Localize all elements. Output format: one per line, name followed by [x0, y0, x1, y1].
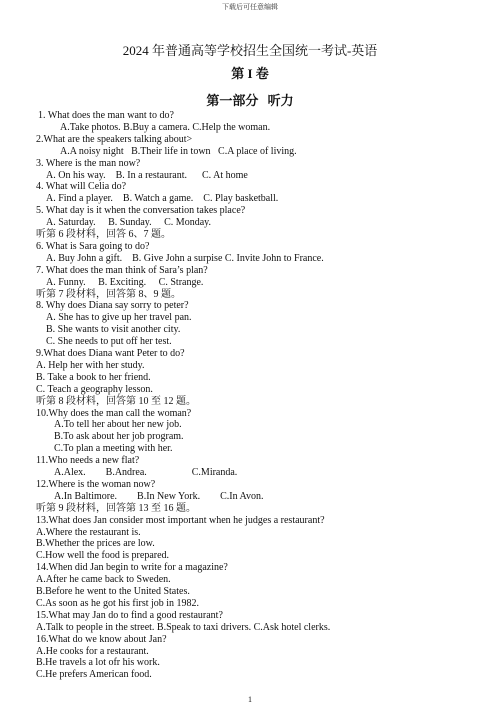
text-line: A.He cooks for a restaurant. — [36, 645, 149, 657]
text-line: C. She needs to put off her test. — [46, 336, 172, 348]
text-line: 12.Where is the woman now? — [36, 478, 156, 490]
text-line: C.How well the food is prepared. — [36, 550, 170, 562]
header-note: 下载后可任意编辑 — [222, 3, 278, 11]
text-line: 14.When did Jan begin to write for a magazine? — [36, 562, 228, 574]
text-line: C.As soon as he got his first job in 1982. — [36, 597, 200, 609]
text-line: 2.What are the speakers talking about> — [36, 133, 193, 145]
text-line: A.After he came back to Sweden. — [36, 574, 171, 586]
text-line: A. On his way. B. In a restaurant. C. At home — [46, 169, 248, 181]
text-line: 15.What may Jan do to find a good restaurant? — [36, 609, 223, 621]
text-line: B.To ask about her job program. — [54, 431, 184, 443]
text-line: A.Where the restaurant is. — [36, 526, 141, 538]
page-number: 1 — [248, 695, 252, 704]
text-line: A. She has to give up her travel pan. — [46, 312, 192, 324]
text-line: A.A noisy night B.Their life in town C.A place of living. — [60, 145, 297, 157]
text-line: 10.Why does the man call the woman? — [36, 407, 192, 419]
text-line: 8. Why does Diana say sorry to peter? — [36, 300, 189, 312]
exam-title: 2024 年普通高等学校招生全国统一考试-英语 — [122, 43, 378, 58]
text-line: A.Take photos. B.Buy a camera. C.Help the woman. — [60, 121, 271, 133]
text-line: 9.What does Diana want Peter to do? — [36, 348, 185, 359]
text-line: B. She wants to visit another city. — [46, 324, 181, 336]
text-line: C.To plan a meeting with her. — [54, 443, 173, 455]
section-heading: 第一部分 听力 — [206, 93, 294, 108]
text-line: A.Talk to people in the street. B.Speak to taxi drivers. C.Ask hotel clerks. — [36, 621, 331, 633]
text-line: 7. What does the man think of Sara’s plan? — [36, 264, 208, 276]
text-line: A. Saturday. B. Sunday. C. Monday. — [46, 217, 211, 229]
text-line: 3. Where is the man now? — [36, 157, 141, 169]
text-line: B.Whether the prices are low. — [36, 538, 155, 550]
text-line: C. Teach a geography lesson. — [36, 383, 153, 395]
text-line: 听第 9 段材料，回答第 13 至 16 题。 — [36, 502, 196, 514]
text-line: A. Buy John a gift. B. Give John a surpise C. Invite John to France. — [46, 252, 324, 264]
text-line: A.Alex. B.Andrea. C.Miranda. — [54, 467, 238, 478]
text-line: 13.What does Jan consider most important when he judges a restaurant? — [36, 514, 325, 526]
text-line: 6. What is Sara going to do? — [36, 240, 150, 252]
text-line: A.To tell her about her new job. — [54, 419, 182, 431]
text-line: B.He travels a lot ofr his work. — [36, 657, 160, 669]
text-line: 听第 8 段材料，回答第 10 至 12 题。 — [36, 395, 196, 407]
text-line: 4. What will Celia do? — [36, 181, 127, 193]
text-line: A. Funny. B. Exciting. C. Strange. — [46, 276, 204, 288]
text-line: B. Take a book to her friend. — [36, 371, 151, 383]
text-line: B.Before he went to the United States. — [36, 586, 190, 597]
text-line: 听第 6 段材料，回答 6、7 题。 — [36, 229, 171, 240]
text-line: 11.Who needs a new flat? — [36, 455, 140, 467]
text-line: A.In Baltimore. B.In New York. C.In Avon. — [54, 490, 264, 502]
text-line: 5. What day is it when the conversation takes place? — [36, 205, 246, 217]
volume-heading: 第 I 卷 — [231, 66, 269, 81]
text-line: A. Find a player. B. Watch a game. C. Play basketball. — [46, 193, 279, 205]
text-line: 1. What does the man want to do? — [38, 110, 174, 121]
text-line: C.He prefers American food. — [36, 669, 152, 681]
text-line: A. Help her with her study. — [36, 359, 145, 371]
text-line: 16.What do we know about Jan? — [36, 633, 167, 645]
text-line: 听第 7 段材料，回答第 8、9 题。 — [36, 288, 181, 300]
